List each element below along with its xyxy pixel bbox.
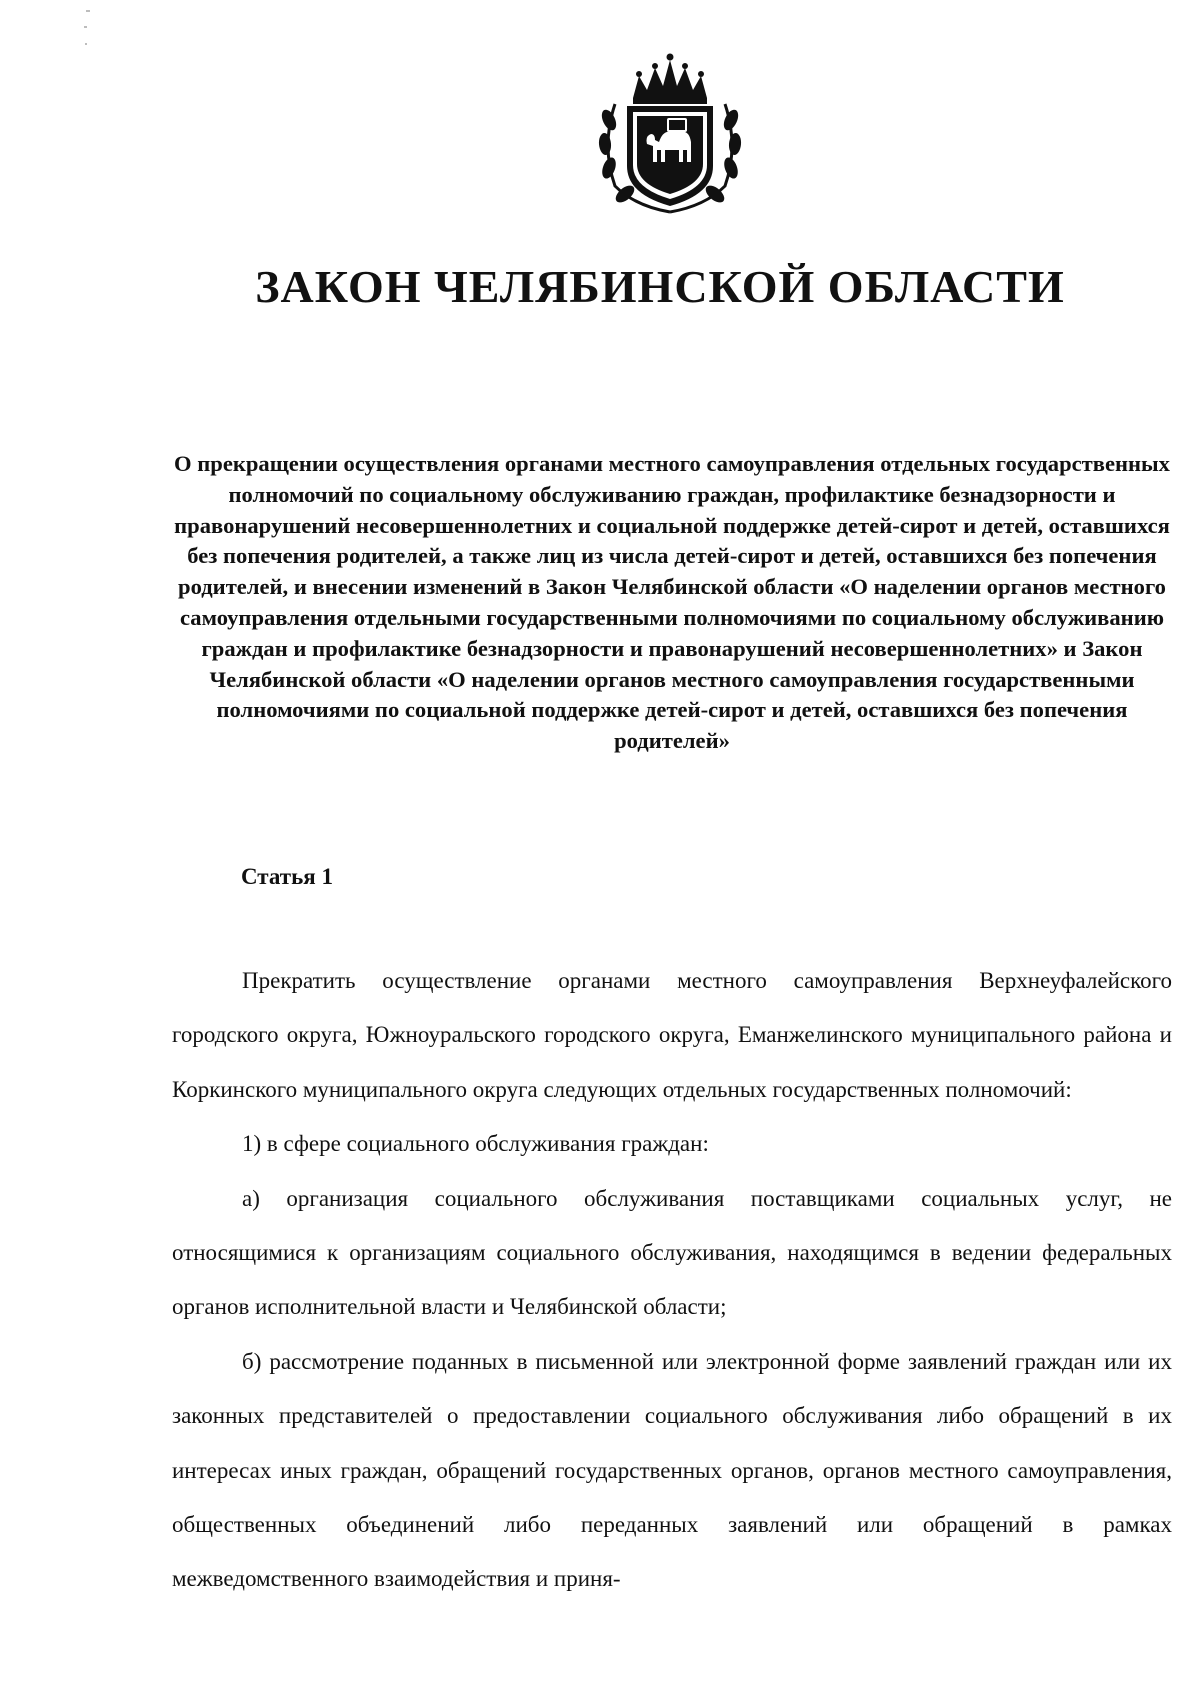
- paragraph: б) рассмотрение поданных в письменной или электронной форме заявлений граждан или их законных представителей о предоставлении социального обслуживания либо обращений в их интересах иных граждан, обращений государственных органов, органов местного самоуправления, общественных объединений либо переданных заявлений или обращений в рамках межведомственного взаимодействия и приня-: [172, 1348, 1172, 1592]
- paragraph: 1) в сфере социального обслуживания граждан:: [242, 1131, 709, 1157]
- article-heading: Статья 1: [241, 864, 333, 889]
- coat-of-arms-emblem: [585, 46, 755, 216]
- scan-artifact: [84, 26, 87, 28]
- law-heading: ЗАКОН ЧЕЛЯБИНСКОЙ ОБЛАСТИ: [255, 261, 1065, 312]
- scan-artifact: [86, 10, 90, 12]
- law-title: О прекращении осуществления органами местного самоуправления отдельных государственных полномочий по социальному обслуживанию граждан, профилактике безнадзорности и правонарушений несовершеннолетних и социальной поддержке детей-сирот и детей, оставшихся без попечения родителей, а также лиц из числа детей-сирот и детей, оставшихся без попечения родителей, и внесении изменений в Закон Челябинской области «О наделении органов местного самоуправления отдельными государственными полномочиями по социальному обслуживанию граждан и профилактике безнадзорности и правонарушений несовершеннолетних» и Закон Челябинской области «О наделении органов местного самоуправления государственными полномочиями по социальной поддержке детей-сирот и детей, оставшихся без попечения родителей»: [174, 451, 1170, 754]
- article-body: [172, 954, 1172, 1607]
- paragraph: Прекратить осуществление органами местного самоуправления Верхнеуфалейского городского округа, Южноуральского городского округа, Еманжелинского муниципального района и Коркинского муниципального округа следующих отдельных государственных полномочий:: [172, 968, 1172, 1102]
- paragraph: а) организация социального обслуживания поставщиками социальных услуг, не относящимися к организациям социального обслуживания, находящимся в ведении федеральных органов исполнительной власти и Челябинской области;: [172, 1185, 1172, 1320]
- scan-artifact: [85, 43, 87, 45]
